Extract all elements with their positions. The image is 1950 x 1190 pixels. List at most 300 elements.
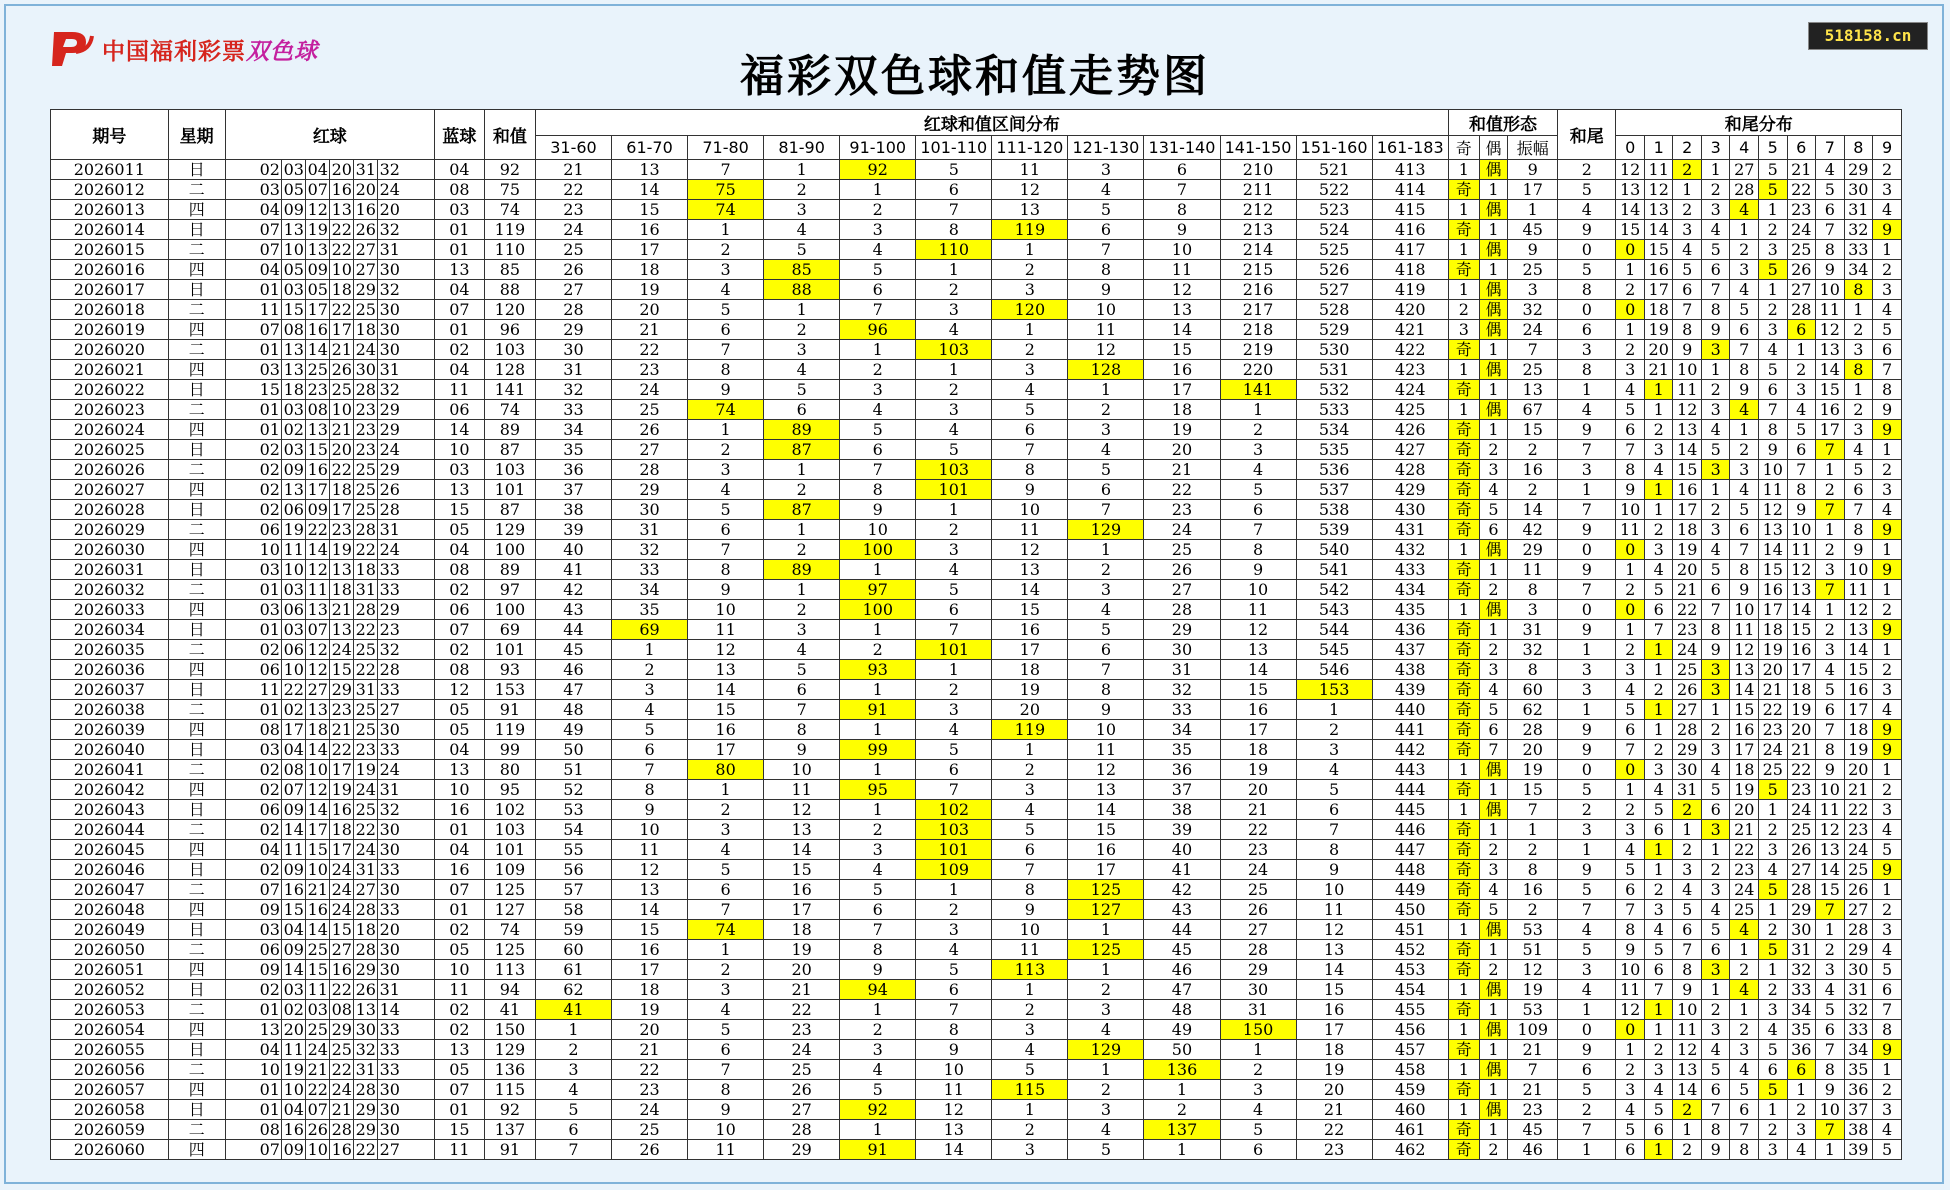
weekday-cell: 日 [168,1100,225,1120]
tail-digit-cell: 14 [1787,600,1816,620]
tail-digit-cell: 14 [1644,220,1673,240]
red-ball: 02 [258,980,282,999]
range-cell: 5 [1068,460,1144,480]
red-ball: 29 [330,680,354,699]
tail-digit-cell: 7 [1816,220,1845,240]
range-cell: 533 [1296,400,1372,420]
range-cell: 19 [992,680,1068,700]
red-ball: 10 [282,240,306,259]
range-cell: 458 [1372,1060,1448,1080]
red-ball: 08 [282,760,306,779]
even-cell: 1 [1479,1120,1508,1140]
range-cell: 459 [1372,1080,1448,1100]
tail-cell: 0 [1558,1020,1616,1040]
range-cell: 1 [840,340,916,360]
range-cell: 3 [1068,580,1144,600]
range-cell: 31 [1220,1000,1296,1020]
tail-digit-cell: 8 [1816,740,1845,760]
range-cell: 6 [916,980,992,1000]
tail-digit-cell: 1 [1730,940,1759,960]
range-cell: 543 [1296,600,1372,620]
range-cell: 9 [612,800,688,820]
tail-digit-cell: 3 [1701,1020,1730,1040]
red-ball: 31 [354,580,378,599]
tail-digit-cell: 32 [1787,960,1816,980]
tail-digit-cell: 3 [1730,1040,1759,1060]
range-cell: 3 [1068,1100,1144,1120]
tail-cell: 4 [1558,200,1616,220]
red-ball: 11 [258,680,282,699]
range-cell: 50 [535,740,611,760]
amplitude-cell: 45 [1508,1120,1558,1140]
tail-digit-cell: 6 [1730,1100,1759,1120]
red-ball: 30 [379,820,400,839]
range-cell: 31 [612,520,688,540]
red-ball: 33 [379,740,400,759]
odd-cell: 奇 [1448,480,1479,500]
range-cell: 47 [535,680,611,700]
red-balls-cell [225,160,434,180]
tail-digit-cell: 16 [1787,640,1816,660]
tail-digit-cell: 1 [1816,520,1845,540]
odd-cell: 奇 [1448,380,1479,400]
tail-digit-cell: 9 [1873,620,1902,640]
range-cell: 5 [916,160,992,180]
range-cell: 6 [840,280,916,300]
tail-digit-cell: 1 [1873,1060,1902,1080]
tail-digit-cell: 6 [1787,440,1816,460]
red-ball: 33 [379,860,400,879]
red-ball: 06 [282,600,306,619]
issue-cell: 2026017 [51,280,169,300]
range-cell: 14 [1296,960,1372,980]
range-cell: 17 [1068,860,1144,880]
red-ball: 19 [282,520,306,539]
issue-cell: 2026021 [51,360,169,380]
sum-cell: 103 [484,340,535,360]
range-cell: 37 [535,480,611,500]
range-cell: 101 [916,840,992,860]
range-cell: 42 [1144,880,1220,900]
tail-digit-cell: 29 [1844,160,1873,180]
tail-digit-cell: 2 [1759,220,1788,240]
site-badge[interactable]: 518158.cn [1808,22,1928,50]
tail-digit-cell: 15 [1730,700,1759,720]
red-ball: 23 [354,440,378,459]
red-ball: 30 [379,840,400,859]
range-cell: 39 [1144,820,1220,840]
sum-cell: 103 [484,460,535,480]
blue-ball-cell: 01 [434,1100,484,1120]
red-ball: 28 [379,500,400,519]
red-ball: 11 [258,300,282,319]
amplitude-cell: 15 [1508,780,1558,800]
tail-digit-cell: 6 [1759,1060,1788,1080]
range-cell: 3 [764,200,840,220]
red-ball: 33 [379,1060,400,1079]
tail-digit-cell: 0 [1616,540,1645,560]
range-cell: 28 [764,1120,840,1140]
tail-digit-cell: 8 [1730,360,1759,380]
tail-digit-cell: 5 [1701,440,1730,460]
range-cell: 17 [764,900,840,920]
header-tail-digit-2: 2 [1673,136,1702,160]
tail-digit-cell: 15 [1616,220,1645,240]
range-cell: 35 [535,440,611,460]
logo-text-accent: 双色球 [246,38,318,65]
red-ball: 27 [354,880,378,899]
tail-digit-cell: 10 [1787,520,1816,540]
red-ball: 06 [258,520,282,539]
tail-digit-cell: 3 [1616,660,1645,680]
range-cell: 521 [1296,160,1372,180]
tail-digit-cell: 2 [1673,800,1702,820]
range-cell: 546 [1296,660,1372,680]
range-cell: 8 [916,220,992,240]
range-cell: 48 [1144,1000,1220,1020]
issue-cell: 2026042 [51,780,169,800]
table-row [51,820,1902,840]
issue-cell: 2026052 [51,980,169,1000]
range-cell: 55 [535,840,611,860]
red-ball: 01 [258,1000,282,1019]
red-ball: 18 [354,920,378,939]
issue-cell: 2026053 [51,1000,169,1020]
range-cell: 17 [1144,380,1220,400]
range-cell: 1 [916,360,992,380]
tail-digit-cell: 26 [1787,840,1816,860]
weekday-cell: 日 [168,440,225,460]
tail-digit-cell: 5 [1644,580,1673,600]
header-tail-digit-9: 9 [1873,136,1902,160]
tail-digit-cell: 13 [1759,520,1788,540]
red-ball: 20 [282,1020,306,1039]
range-cell: 19 [1144,420,1220,440]
table-row [51,320,1902,340]
sum-cell: 129 [484,520,535,540]
even-cell: 2 [1479,640,1508,660]
tail-digit-cell: 4 [1730,920,1759,940]
amplitude-cell: 19 [1508,980,1558,1000]
sum-cell: 110 [484,240,535,260]
tail-cell: 2 [1558,1100,1616,1120]
range-cell: 14 [612,900,688,920]
weekday-cell: 四 [168,1020,225,1040]
tail-digit-cell: 2 [1701,500,1730,520]
red-ball: 07 [258,1140,282,1159]
range-cell: 1 [840,180,916,200]
tail-digit-cell: 17 [1759,600,1788,620]
range-cell: 9 [992,900,1068,920]
range-cell: 14 [1068,800,1144,820]
tail-digit-cell: 7 [1787,460,1816,480]
range-cell: 12 [612,860,688,880]
blue-ball-cell: 13 [434,260,484,280]
tail-digit-cell: 12 [1816,820,1845,840]
tail-digit-cell: 10 [1816,1100,1845,1120]
tail-digit-cell: 35 [1787,1020,1816,1040]
tail-digit-cell: 5 [1616,400,1645,420]
range-cell: 13 [612,160,688,180]
range-cell: 33 [535,400,611,420]
range-cell: 10 [1144,240,1220,260]
red-ball: 06 [282,500,306,519]
range-cell: 10 [1068,720,1144,740]
range-cell: 5 [688,1020,764,1040]
tail-digit-cell: 10 [1673,1000,1702,1020]
red-ball: 15 [282,300,306,319]
tail-digit-cell: 23 [1787,200,1816,220]
tail-digit-cell: 1 [1701,480,1730,500]
tail-digit-cell: 24 [1730,880,1759,900]
sum-cell: 89 [484,560,535,580]
tail-digit-cell: 5 [1759,160,1788,180]
range-cell: 540 [1296,540,1372,560]
range-cell: 5 [916,960,992,980]
range-cell: 2 [916,380,992,400]
tail-digit-cell: 20 [1673,560,1702,580]
range-cell: 30 [535,340,611,360]
range-cell: 5 [916,580,992,600]
issue-cell: 2026047 [51,880,169,900]
even-cell: 1 [1479,260,1508,280]
red-ball: 31 [379,980,400,999]
range-cell: 7 [764,700,840,720]
red-ball: 28 [354,940,378,959]
red-ball: 14 [306,740,330,759]
even-cell: 偶 [1479,920,1508,940]
tail-digit-cell: 4 [1787,400,1816,420]
red-ball: 14 [282,960,306,979]
odd-cell: 1 [1448,540,1479,560]
red-ball: 29 [330,1020,354,1039]
red-ball: 15 [330,660,354,679]
tail-digit-cell: 31 [1844,980,1873,1000]
tail-digit-cell: 2 [1873,660,1902,680]
range-cell: 434 [1372,580,1448,600]
table-row [51,620,1902,640]
red-ball: 22 [354,660,378,679]
red-ball: 16 [306,900,330,919]
even-cell: 1 [1479,620,1508,640]
red-ball: 03 [258,360,282,379]
tail-cell: 7 [1558,440,1616,460]
red-ball: 26 [330,360,354,379]
blue-ball-cell: 16 [434,800,484,820]
range-cell: 8 [992,460,1068,480]
sum-cell: 91 [484,700,535,720]
red-ball: 13 [306,420,330,439]
red-ball: 07 [258,320,282,339]
range-cell: 2 [688,800,764,820]
tail-digit-cell: 5 [1616,700,1645,720]
range-cell: 19 [612,280,688,300]
range-cell: 8 [840,480,916,500]
range-cell: 535 [1296,440,1372,460]
range-cell: 115 [992,1080,1068,1100]
tail-digit-cell: 3 [1701,460,1730,480]
tail-cell: 9 [1558,1040,1616,1060]
red-balls-cell [225,960,434,980]
tail-digit-cell: 15 [1816,880,1845,900]
tail-digit-cell: 1 [1644,720,1673,740]
tail-digit-cell: 9 [1873,420,1902,440]
range-cell: 37 [1144,780,1220,800]
tail-digit-cell: 2 [1701,860,1730,880]
range-cell: 539 [1296,520,1372,540]
issue-cell: 2026038 [51,700,169,720]
range-cell: 53 [535,800,611,820]
odd-cell: 奇 [1448,900,1479,920]
red-ball: 22 [330,1060,354,1079]
amplitude-cell: 13 [1508,380,1558,400]
red-ball: 30 [379,960,400,979]
tail-digit-cell: 5 [1644,940,1673,960]
tail-digit-cell: 2 [1844,320,1873,340]
header-issue: 期号 [51,110,169,160]
weekday-cell: 四 [168,360,225,380]
range-cell: 18 [992,660,1068,680]
blue-ball-cell: 02 [434,1020,484,1040]
range-cell: 7 [535,1140,611,1160]
tail-digit-cell: 9 [1787,500,1816,520]
range-cell: 443 [1372,760,1448,780]
range-cell: 451 [1372,920,1448,940]
tail-digit-cell: 29 [1844,940,1873,960]
tail-digit-cell: 27 [1844,900,1873,920]
even-cell: 1 [1479,220,1508,240]
tail-digit-cell: 3 [1759,840,1788,860]
red-ball: 16 [282,1120,306,1139]
range-cell: 457 [1372,1040,1448,1060]
amplitude-cell: 17 [1508,180,1558,200]
range-cell: 25 [612,1120,688,1140]
tail-digit-cell: 10 [1844,560,1873,580]
tail-digit-cell: 20 [1844,760,1873,780]
red-ball: 09 [282,1140,306,1159]
table-row [51,1040,1902,1060]
tail-digit-cell: 11 [1844,580,1873,600]
red-ball: 13 [306,600,330,619]
tail-cell: 9 [1558,520,1616,540]
amplitude-cell: 29 [1508,540,1558,560]
even-cell: 偶 [1479,360,1508,380]
tail-digit-cell: 1 [1873,540,1902,560]
even-cell: 5 [1479,700,1508,720]
header-tail-group: 和尾分布 [1616,110,1902,136]
blue-ball-cell: 10 [434,440,484,460]
range-cell: 415 [1372,200,1448,220]
issue-cell: 2026020 [51,340,169,360]
sum-cell: 101 [484,480,535,500]
sum-cell: 74 [484,400,535,420]
header-range-group: 红球和值区间分布 [535,110,1448,136]
range-cell: 2 [1068,980,1144,1000]
range-cell: 15 [764,860,840,880]
tail-digit-cell: 5 [1730,500,1759,520]
range-cell: 100 [840,600,916,620]
range-cell: 9 [1144,220,1220,240]
tail-digit-cell: 1 [1787,340,1816,360]
range-cell: 8 [1068,260,1144,280]
tail-digit-cell: 3 [1644,540,1673,560]
table-row [51,360,1902,380]
tail-digit-cell: 1 [1816,600,1845,620]
tail-digit-cell: 35 [1844,1060,1873,1080]
range-cell: 5 [764,380,840,400]
red-ball: 13 [330,620,354,639]
range-cell: 218 [1220,320,1296,340]
tail-digit-cell: 12 [1787,560,1816,580]
red-ball: 32 [379,220,400,239]
blue-ball-cell: 11 [434,380,484,400]
blue-ball-cell: 11 [434,1140,484,1160]
tail-cell: 7 [1558,500,1616,520]
range-cell: 92 [840,160,916,180]
red-ball: 18 [330,280,354,299]
odd-cell: 1 [1448,760,1479,780]
red-ball: 04 [258,840,282,859]
tail-digit-cell: 12 [1730,640,1759,660]
tail-digit-cell: 3 [1701,340,1730,360]
header-range-8: 131-140 [1144,136,1220,160]
sum-cell: 88 [484,280,535,300]
red-ball: 22 [330,980,354,999]
range-cell: 215 [1220,260,1296,280]
even-cell: 1 [1479,180,1508,200]
tail-digit-cell: 21 [1759,680,1788,700]
amplitude-cell: 19 [1508,760,1558,780]
sum-cell: 97 [484,580,535,600]
range-cell: 3 [764,340,840,360]
weekday-cell: 四 [168,900,225,920]
tail-cell: 4 [1558,980,1616,1000]
amplitude-cell: 16 [1508,880,1558,900]
range-cell: 2 [1220,1060,1296,1080]
table-row [51,260,1902,280]
odd-cell: 奇 [1448,640,1479,660]
range-cell: 16 [764,880,840,900]
red-ball: 17 [306,300,330,319]
table-row [51,1080,1902,1100]
weekday-cell: 日 [168,680,225,700]
tail-digit-cell: 4 [1730,400,1759,420]
range-cell: 17 [992,640,1068,660]
header-tail-digit-6: 6 [1787,136,1816,160]
range-cell: 14 [688,680,764,700]
range-cell: 59 [535,920,611,940]
range-cell: 44 [1144,920,1220,940]
sum-cell: 141 [484,380,535,400]
range-cell: 10 [688,1120,764,1140]
red-balls-cell [225,440,434,460]
red-ball: 13 [282,480,306,499]
odd-cell: 1 [1448,980,1479,1000]
odd-cell: 奇 [1448,960,1479,980]
tail-digit-cell: 10 [1730,600,1759,620]
red-ball: 03 [282,400,306,419]
range-cell: 18 [1144,400,1220,420]
red-ball: 08 [306,400,330,419]
tail-digit-cell: 6 [1701,940,1730,960]
tail-digit-cell: 1 [1644,1140,1673,1160]
range-cell: 23 [612,360,688,380]
tail-digit-cell: 1 [1759,800,1788,820]
tail-digit-cell: 1 [1644,500,1673,520]
range-cell: 544 [1296,620,1372,640]
range-cell: 62 [535,980,611,1000]
red-ball: 02 [258,440,282,459]
